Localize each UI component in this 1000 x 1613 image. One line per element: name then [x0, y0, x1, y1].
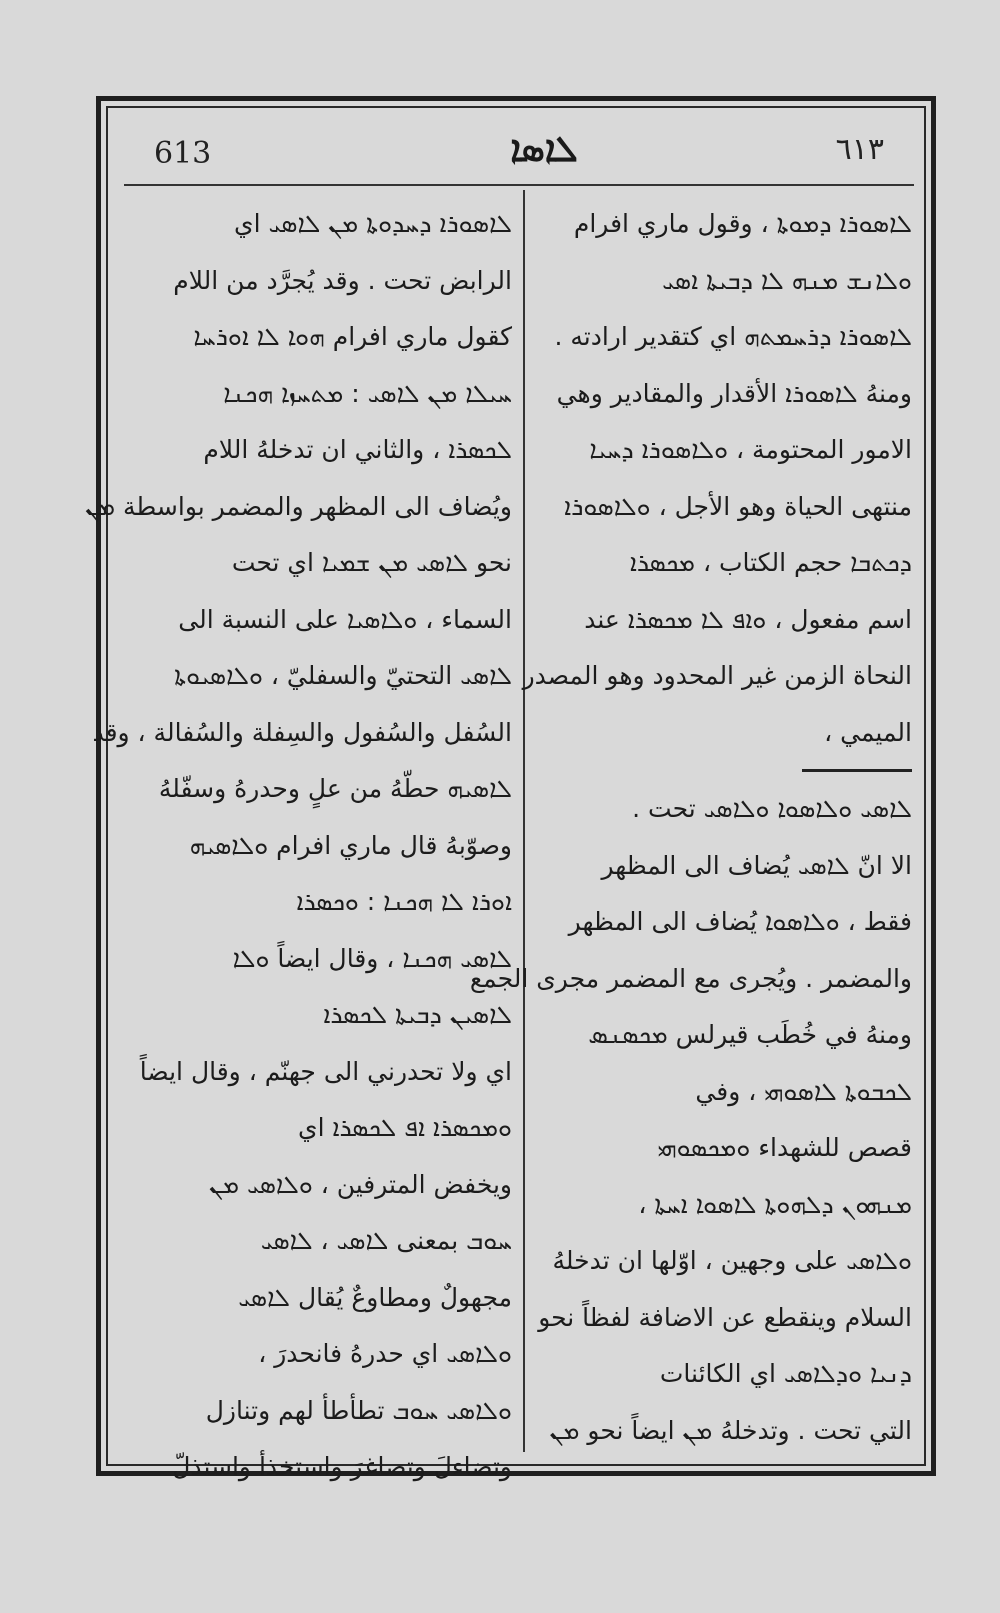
text-line: ܘܠܐܣܝ على وجهين ، اوّلها ان تدخلهُ	[552, 1246, 912, 1275]
text-line: ܠܐܣܝܢ ܕܒܝܬܐ ܠܟܣܪܐ	[323, 1000, 512, 1029]
text-line: اي ولا تحدرني الى جهنّم ، وقال ايضاً	[139, 1056, 512, 1086]
text-line: ومنهُ ܠܐܣܘܪܐ الأقدار والمقادير وهي	[556, 378, 912, 408]
page-number-latin: 613	[154, 136, 212, 171]
text-line: ومنهُ في خُطَب قيرلس ܡܟܣܢܣ	[588, 1020, 912, 1049]
text-line: والمضمر . ويُجرى مع المضمر مجرى الجمع	[469, 963, 912, 993]
text-line: ܠܐܣܘܪܐ ܕܚܕܘܬܐ ܡܢ ܠܐܣܝ اي	[234, 209, 512, 238]
text-line: منتهى الحياة وهو الأجل ، ܘܠܐܣܘܪܐ	[564, 491, 912, 521]
text-line: السلام وينقطع عن الاضافة لفظاً نحو	[538, 1302, 912, 1332]
text-line: ܘܡܟܣܪܐ ܐܦ ܠܟܣܪܐ اي	[298, 1113, 512, 1142]
text-line: الرابض تحت . وقد يُجرَّد من اللام	[173, 265, 512, 295]
left-column	[85, 196, 512, 1481]
text-line: التي تحت . وتدخلهُ ܡܢ ايضاً نحو ܡܢ	[549, 1415, 912, 1445]
page-number-arabic: ٦١٣	[835, 132, 884, 167]
text-line: اسم مفعول ، ܘܐܦ ܠܐ ܡܟܣܪܐ عند	[584, 604, 912, 634]
text-line: الامور المحتومة ، ܘܠܐܣܘܪܐ ܕܚܝܐ	[589, 435, 912, 464]
text-line: كقول ماري افرام ܗܘܐ ܠܐ ܐܘܪܚܐ	[193, 322, 512, 351]
text-line: ܘܠܐܣܝ اي حدرهُ فانحدرَ ،	[258, 1339, 512, 1368]
text-line: السُفل والسُفول والسِفلة والسُفالة ، وقد	[92, 717, 512, 747]
page-header	[124, 128, 914, 178]
text-line: ܠܐܣܝ ܗܟܢܐ ، وقال ايضاً ܘܠܐ	[232, 943, 512, 973]
text-line: ܠܐܣܝ ܘܠܐܣܘܐ ܘܠܐܣܝ تحت .	[632, 794, 912, 823]
text-line: ܕܟܬܒܐ حجم الكتاب ، ܡܟܣܪܐ	[629, 548, 912, 577]
text-line: ويخفض المترفين ، ܘܠܐܣܝ ܡܢ	[209, 1169, 512, 1199]
text-line: نحو ܠܐܣܝ ܡܢ ܫܡܝܐ اي تحت	[231, 548, 512, 577]
text-line: ويُضاف الى المظهر والمضمر بواسطة ܡܢ	[85, 491, 512, 521]
text-line: فقط ، ܘܠܐܣܘܐ يُضاف الى المظهر	[568, 907, 912, 936]
section-rule-bar	[802, 769, 912, 772]
text-line: مجهولٌ ومطاوعٌ يُقال ܠܐܣܝ	[238, 1282, 512, 1312]
text-line: النحاة الزمن غير المحدود وهو المصدر	[522, 661, 912, 690]
text-line: الا انّ ܠܐܣܝ يُضاف الى المظهر	[601, 850, 912, 880]
column-divider	[523, 190, 525, 1452]
text-line: ܘܠܐܢܫ ܡܢܗ ܠܐ ܕܒܝܬܐ ܐܣܝ	[662, 265, 912, 295]
text-line: ܠܐܣܘܪܐ ܕܡܘܬܐ ، وقول ماري افرام	[573, 209, 912, 238]
text-line: ܚܘܒ بمعنى ܠܐܣܝ ، ܠܐܣܝ	[260, 1226, 512, 1255]
text-line: ܠܐܣܘܪܐ ܕܪܚܡܬܗ اي كتقدير ارادته .	[554, 322, 912, 351]
text-line: ܐܘܪܐ ܠܐ ܗܟܢܐ : ܘܟܣܪܐ	[296, 887, 512, 916]
right-column	[469, 196, 912, 1446]
text-line: ܘܠܐܣܝ ܚܘܒ تطأطأ لهم وتنازل	[205, 1395, 512, 1425]
text-line: ܚܝܠܐ ܡܢ ܠܐܣܝ : ܡܬܚܙܐ ܗܟܢܐ	[223, 378, 512, 408]
text-line: السماء ، ܘܠܐܣܝܐ على النسبة الى	[178, 604, 512, 634]
text-line: ܕܢܝܐ ܘܕܠܐܣܝ اي الكائنات	[659, 1359, 912, 1388]
text-line: ܡܢܗܘܢ ܕܠܗܘܬܐ ܠܐܣܘܐ ܐܚܬܐ ،	[638, 1189, 912, 1219]
text-line: الميمي ،	[824, 717, 912, 747]
text-line: ܠܐܣܝܗ حطّهُ من علٍ وحدرهُ وسفّلهُ	[158, 774, 512, 803]
text-line: ܠܟܒܘܬܐ ܠܐܣܘܗܝ ، وفي	[695, 1076, 912, 1106]
text-line: وتضاءلَ وتصاغرَ واستخذأ واستذلّ	[172, 1452, 512, 1481]
text-line: قصص للشهداء ܘܡܟܣܘܗܝ	[657, 1133, 912, 1162]
section-rule	[532, 761, 912, 781]
text-line: ܠܟܣܪܐ ، والثاني ان تدخلهُ اللام	[203, 435, 512, 464]
text-line: وصوّبهُ قال ماري افرام ܘܠܐܣܝܗ	[189, 830, 512, 860]
running-head: ܠܐܣܐ	[510, 128, 578, 170]
header-rule	[124, 184, 914, 186]
text-line: ܠܐܣܝ التحتيّ والسفليّ ، ܘܠܐܣܝܘܬܐ	[174, 661, 512, 690]
